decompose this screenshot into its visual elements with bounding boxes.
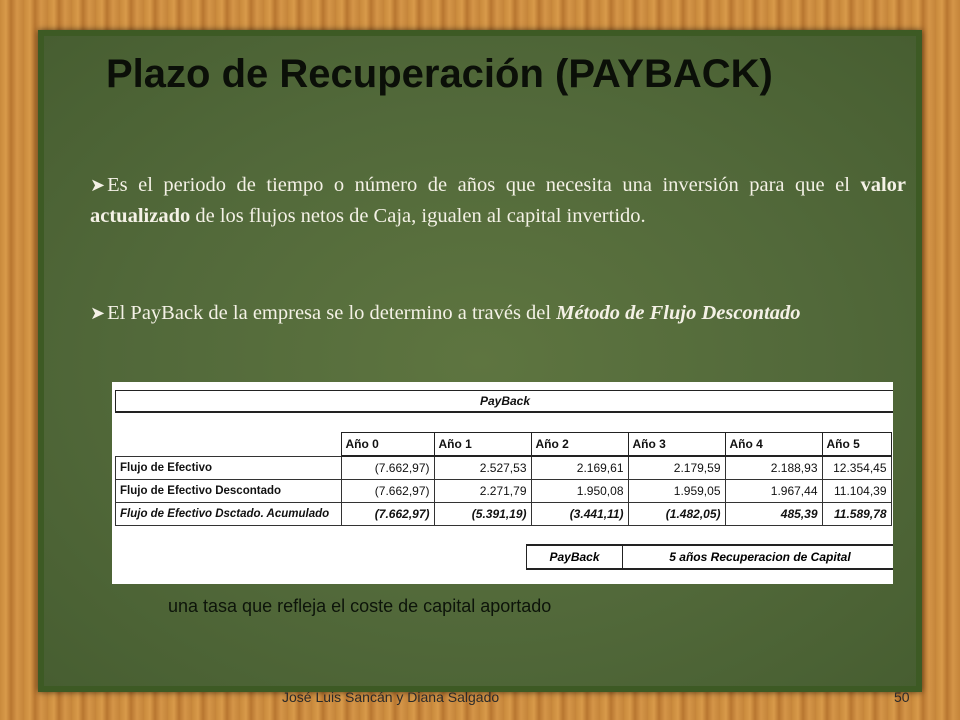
table-cell: 1.967,44: [725, 480, 822, 503]
column-header: Año 4: [725, 433, 822, 457]
table-cell: 2.169,61: [531, 456, 628, 480]
table-cell: 2.271,79: [434, 480, 531, 503]
bullet-definition-text-end: de los flujos netos de Caja, igualen al capital invertido.: [190, 205, 646, 227]
arrow-bullet-icon: ➤: [90, 303, 106, 323]
slide-footer: José Luis Sancán y Diana Salgado: [282, 689, 500, 705]
payback-table-image: [112, 382, 893, 584]
bullet-method-text: El PayBack de la empresa se lo determino a través del: [107, 302, 557, 324]
table-cell: (5.391,19): [434, 503, 531, 526]
payback-table-header: PayBack: [115, 390, 893, 413]
table-corner: [116, 433, 342, 457]
table-row: [116, 503, 892, 526]
bullet-definition-bold: valor actualizado: [90, 174, 906, 227]
bullet-method: [90, 298, 906, 329]
table-caption: una tasa que refleja el coste de capital aportado: [168, 596, 552, 616]
chalkboard: [44, 36, 916, 686]
table-cell: (3.441,11): [531, 503, 628, 526]
column-header: Año 0: [341, 433, 434, 457]
bullet-definition: [90, 170, 906, 232]
arrow-bullet-icon: ➤: [90, 175, 106, 195]
bullet-definition-text-start: Es el periodo de tiempo o número de años que necesita una inversión para que el: [107, 174, 861, 196]
table-row: [116, 480, 892, 503]
table-row: [116, 456, 892, 480]
payback-summary-value: 5 años Recuperacion de Capital: [669, 550, 851, 564]
table-cell: 2.527,53: [434, 456, 531, 480]
payback-table: [115, 432, 892, 526]
bullet-method-emphasis: Método de Flujo Descontado: [556, 302, 801, 324]
table-cell: 1.950,08: [531, 480, 628, 503]
table-cell: 485,39: [725, 503, 822, 526]
page-number: 50: [894, 689, 910, 705]
table-cell: (7.662,97): [341, 503, 434, 526]
table-cell: 12.354,45: [822, 456, 891, 480]
payback-summary: [526, 544, 893, 570]
table-cell: 2.188,93: [725, 456, 822, 480]
column-header: Año 2: [531, 433, 628, 457]
row-label: Flujo de Efectivo Descontado: [116, 480, 342, 503]
table-header-row: [116, 433, 892, 457]
column-header: Año 5: [822, 433, 891, 457]
column-header: Año 1: [434, 433, 531, 457]
column-header: Año 3: [628, 433, 725, 457]
payback-summary-label: PayBack: [527, 546, 623, 568]
table-cell: (7.662,97): [341, 456, 434, 480]
row-label: Flujo de Efectivo: [116, 456, 342, 480]
table-cell: 11.589,78: [822, 503, 891, 526]
table-cell: 1.959,05: [628, 480, 725, 503]
slide-title: Plazo de Recuperación (PAYBACK): [106, 52, 773, 96]
table-cell: (7.662,97): [341, 480, 434, 503]
table-cell: 2.179,59: [628, 456, 725, 480]
table-cell: 11.104,39: [822, 480, 891, 503]
table-cell: (1.482,05): [628, 503, 725, 526]
row-label: Flujo de Efectivo Dsctado. Acumulado: [116, 503, 342, 526]
